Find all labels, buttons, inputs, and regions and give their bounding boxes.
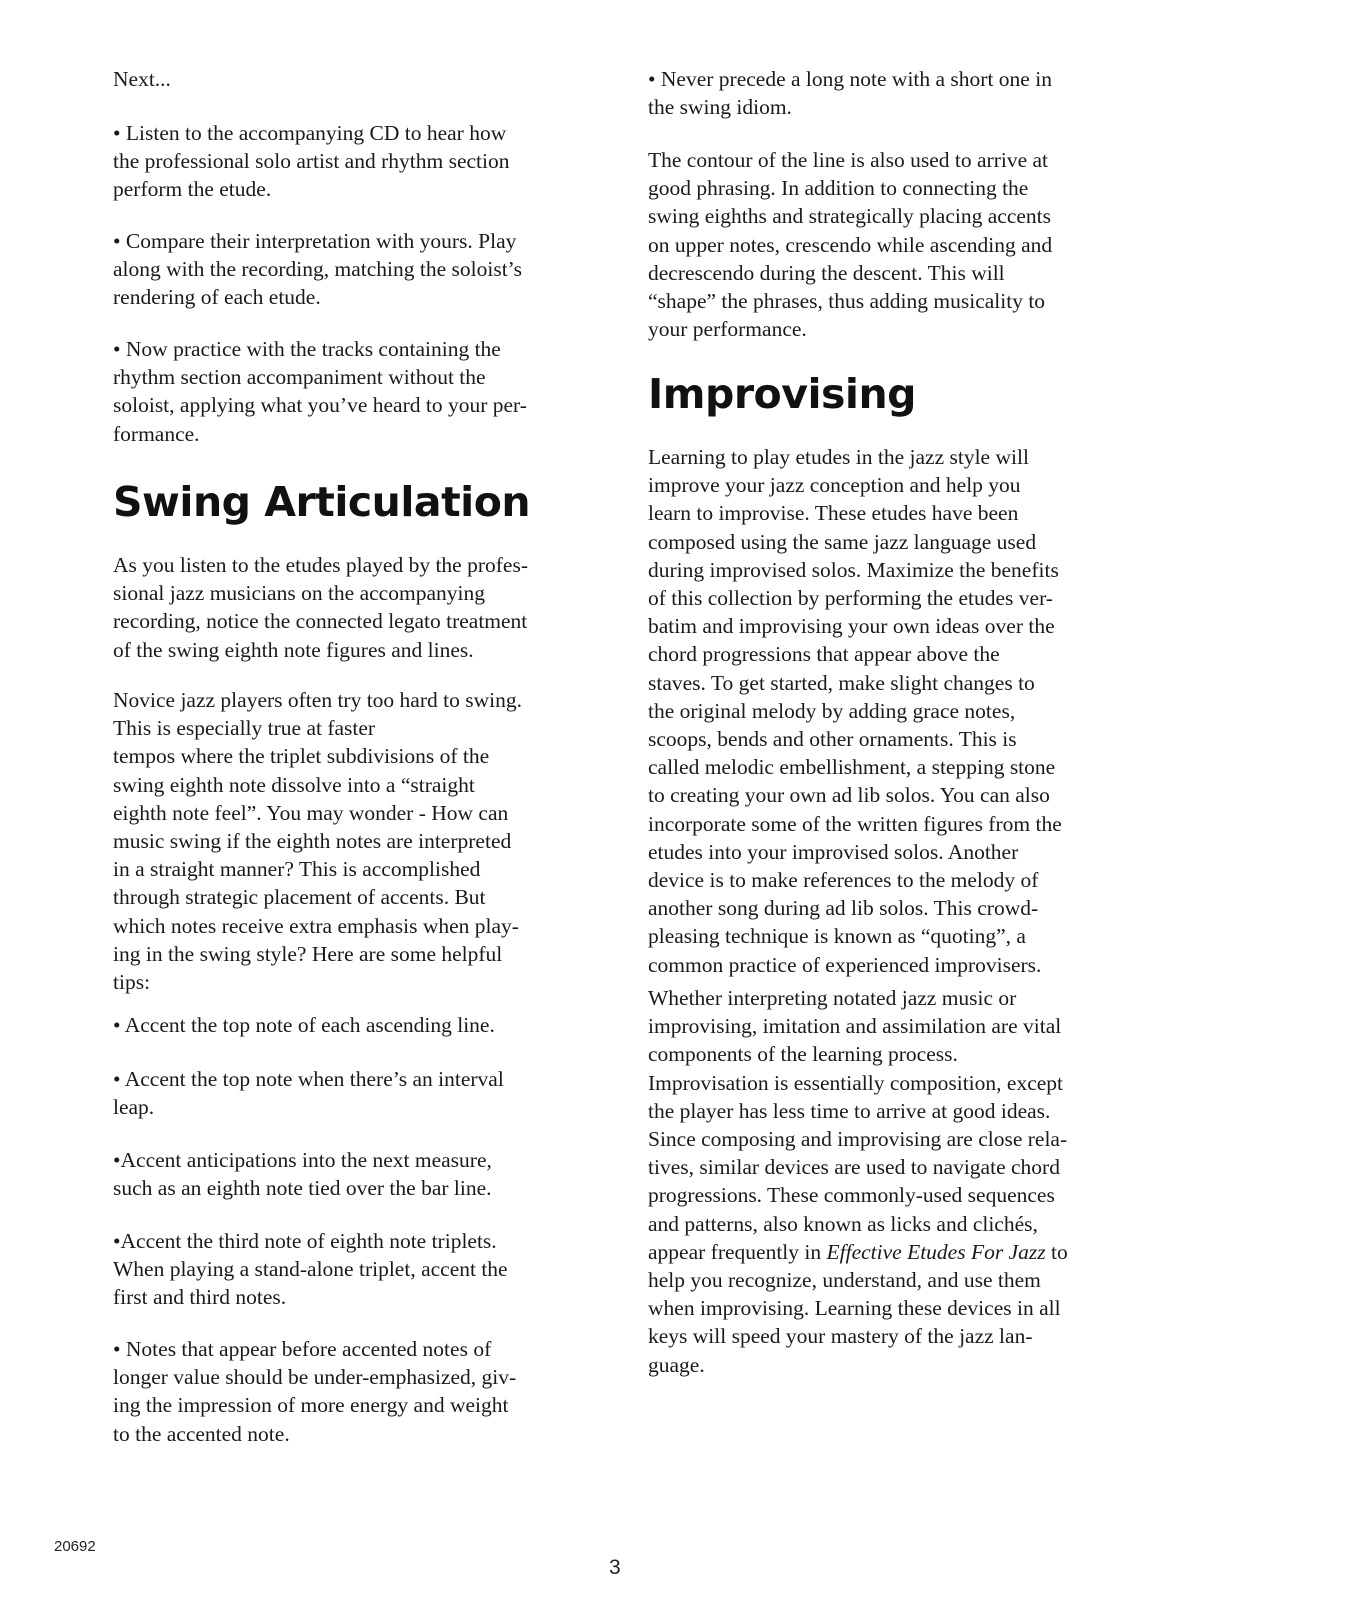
bullet-practice: • Now practice with the tracks containing the rhythm section accompaniment without the soloist, applying what you’ve heard to your per- formance. [113, 337, 527, 446]
tip-triplets: •Accent the third note of eighth note triplets. When playing a stand-alone triplet, accent the first and third notes. [113, 1229, 508, 1310]
paragraph-imitation-text-a: Whether interpreting notated jazz music or improvising, imitation and assimilation are vital components of the learning process. Improvisation is essentially composition, except the player has less time to arrive at good ideas. Since composing and improvising are close rela- tives, similar devices are used to navigate chord progressions. These commonly-used sequences and patterns, also known as licks and clichés, appear frequently in [648, 986, 1068, 1264]
bullet-listen: • Listen to the accompanying CD to hear how the professional solo artist and rhythm section perform the etude. [113, 121, 510, 202]
intro-text: Next... [113, 67, 171, 91]
section-heading-swing-articulation: Swing Articulation [113, 478, 531, 526]
paragraph-imitation-text-b: to help you recognize, understand, and use them when improvising. Learning these devices in all keys will speed your mastery of the jazz lan- guage. [648, 1239, 1068, 1377]
paragraph-learning-etudes: Learning to play etudes in the jazz style will improve your jazz conception and help you learn to improvise. These etudes have been composed using the same jazz language used during improvised solos. Maximize the benefits of this collection by performing the etudes ver- batim and improvising your own ideas over the chord progressions that appear above the staves. To get started, make slight changes to the original melody by adding grace notes, scoops, bends and other ornaments. This is called melodic embellishment, a stepping stone to creating your own ad lib solos. You can also incorporate some of the written figures from the etudes into your improvised solos. Another device is to make references to the melody of another song during ad lib solos. This crowd- pleasing technique is known as “quoting”, a common practice of experienced improvisers. [648, 445, 1062, 977]
paragraph-imitation [648, 984, 1120, 1379]
bullet-compare: • Compare their interpretation with yours. Play along with the recording, matching the soloist’s rendering of each etude. [113, 229, 523, 310]
section-heading-improvising: Improvising [648, 370, 916, 418]
paragraph-novice: Novice jazz players often try too hard to swing. This is especially true at faster tempos where the triplet subdivisions of the swing eighth note dissolve into a “straight eighth note feel”. You may wonder - How can music swing if the eighth notes are interpreted in a straight manner? This is accomplished through strategic placement of accents. But which notes receive extra emphasis when play- ing in the swing style? Here are some helpful tips: [113, 688, 522, 995]
paragraph-contour: The contour of the line is also used to arrive at good phrasing. In addition to connecting the swing eighths and strategically placing accents on upper notes, crescendo while ascending and decrescendo during the descent. This will “shape” the phrases, thus adding musicality to your performance. [648, 148, 1053, 342]
paragraph-legato: As you listen to the etudes played by the profes- sional jazz musicians on the accompanying recording, notice the connected legato treatment of the swing eighth note figures and lines. [113, 553, 528, 662]
tip-top-note-ascending: • Accent the top note of each ascending line. [113, 1013, 495, 1037]
tip-interval-leap: • Accent the top note when there’s an interval leap. [113, 1067, 504, 1120]
catalog-number: 20692 [54, 1538, 96, 1555]
book-title: Effective Etudes For Jazz [826, 1239, 1046, 1264]
page-number: 3 [609, 1556, 621, 1579]
tip-anticipations: •Accent anticipations into the next measure, such as an eighth note tied over the bar line. [113, 1148, 492, 1201]
tip-under-emphasize: • Notes that appear before accented notes of longer value should be under-emphasized, giv- ing the impression of more energy and weight to the accented note. [113, 1337, 517, 1446]
tip-long-note: • Never precede a long note with a short one in the swing idiom. [648, 67, 1052, 120]
